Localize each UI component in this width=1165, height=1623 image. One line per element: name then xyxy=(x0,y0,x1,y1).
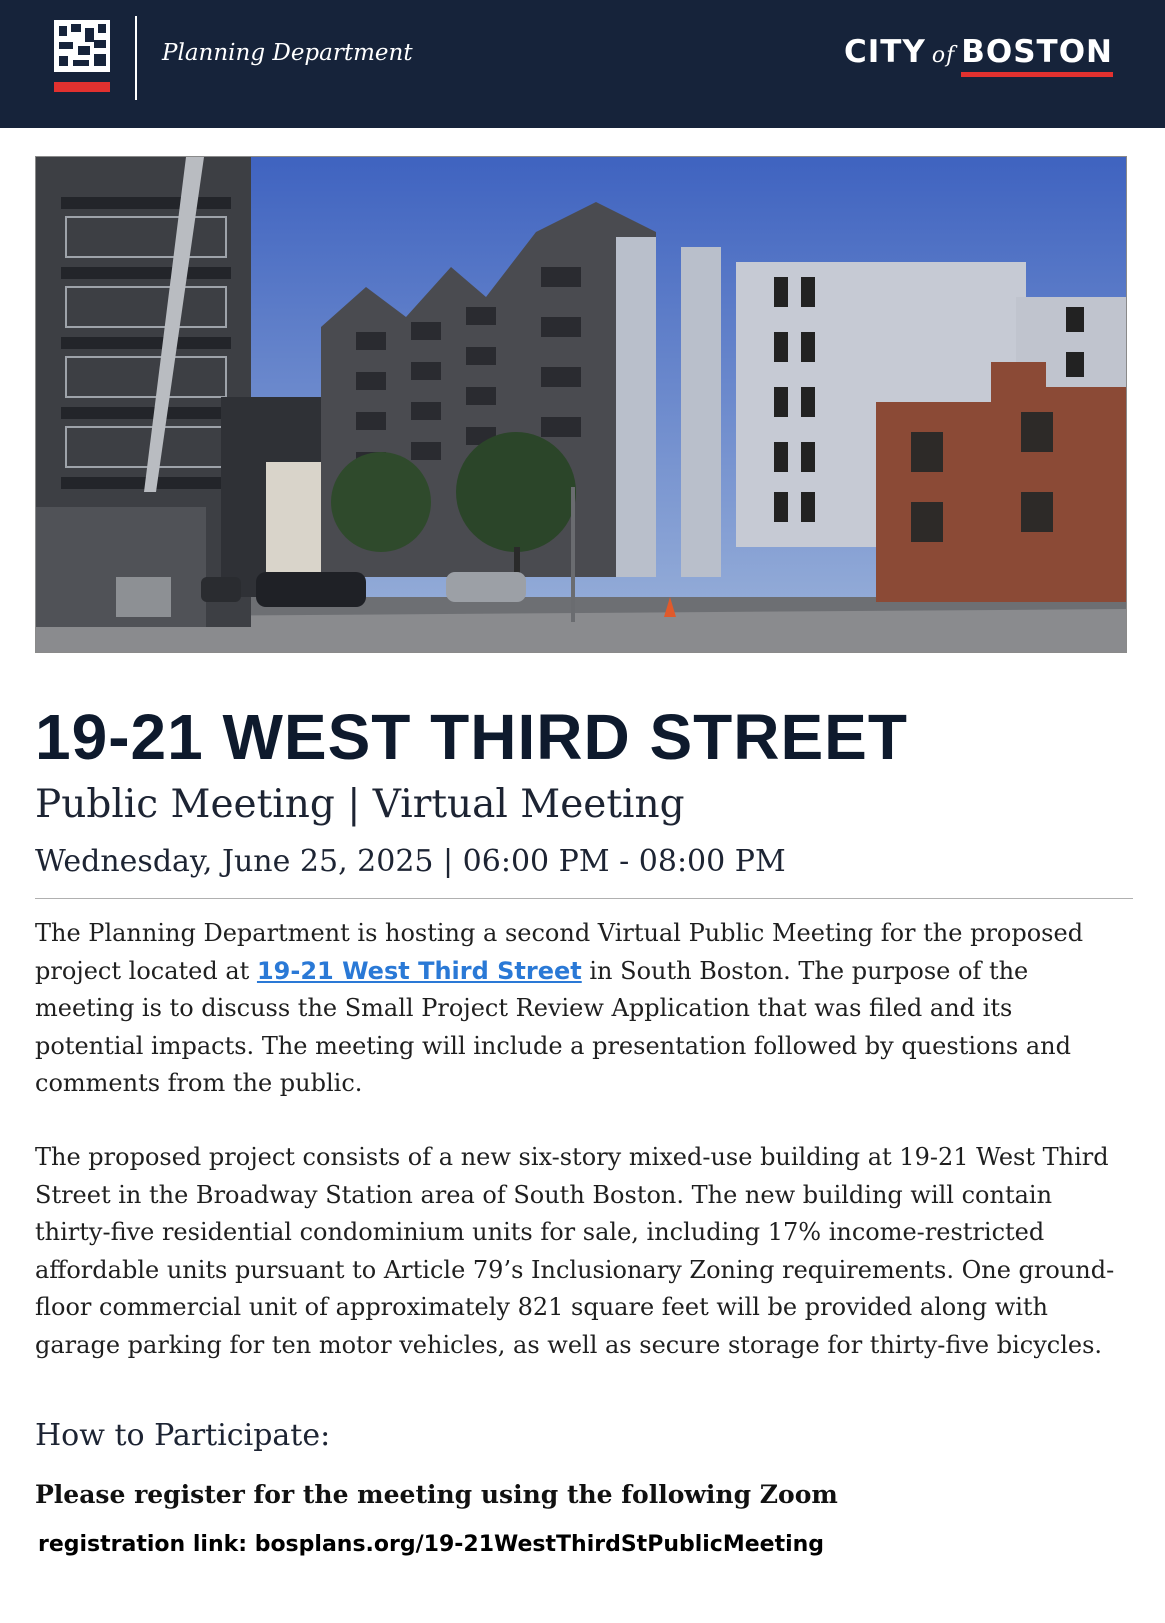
header-divider xyxy=(135,16,137,100)
description-text-start: The Planning Department is hosting a second Virtual Public Meeting for the proposed project located at xyxy=(35,919,1084,985)
city-of-boston-wordmark xyxy=(844,34,1113,70)
project-address-link[interactable]: 19-21 West Third Street xyxy=(256,956,582,985)
city-prefix: CITY xyxy=(843,34,926,70)
page-header xyxy=(0,0,1165,128)
participate-heading: How to Participate: xyxy=(35,1418,331,1453)
event-subtitle: Public Meeting | Virtual Meeting xyxy=(35,782,685,827)
event-datetime: Wednesday, June 25, 2025 | 06:00 PM - 08:00 PM xyxy=(35,844,786,879)
register-instruction: Please register for the meeting using the following Zoom xyxy=(35,1480,838,1509)
city-of-text: of xyxy=(931,43,956,68)
project-details-paragraph: The proposed project consists of a new six-story mixed-use building at 19-21 West Third Street in the Broadway Station area of South Boston. The new building will contain thirty-five residential condominium units for sale, including 17% income-restricted affordable units pursuant to Article 79’s Inclusionary Zoning requirements. One ground-floor commercial unit of approximately 821 square feet will be provided along with garage parking for ten motor vehicles, as well as secure storage for thirty-five bicycles. xyxy=(35,1143,1115,1359)
event-title: 19-21 WEST THIRD STREET xyxy=(35,701,908,773)
divider xyxy=(35,898,1133,899)
building-rendering-image xyxy=(35,156,1127,653)
department-name: Planning Department xyxy=(162,40,413,66)
description-text-end: in South Boston. The purpose of the meeting is to discuss the Small Project Review Application that was filed and its potential impacts. The meeting will include a presentation followed by questions and comments from the public. xyxy=(35,956,1071,1097)
city-hall-logo-icon xyxy=(54,20,114,94)
description-paragraph xyxy=(35,915,1125,1103)
city-name: BOSTON xyxy=(961,34,1113,70)
registration-link[interactable]: registration link: bosplans.org/19-21WestThirdStPublicMeeting xyxy=(38,1532,825,1557)
